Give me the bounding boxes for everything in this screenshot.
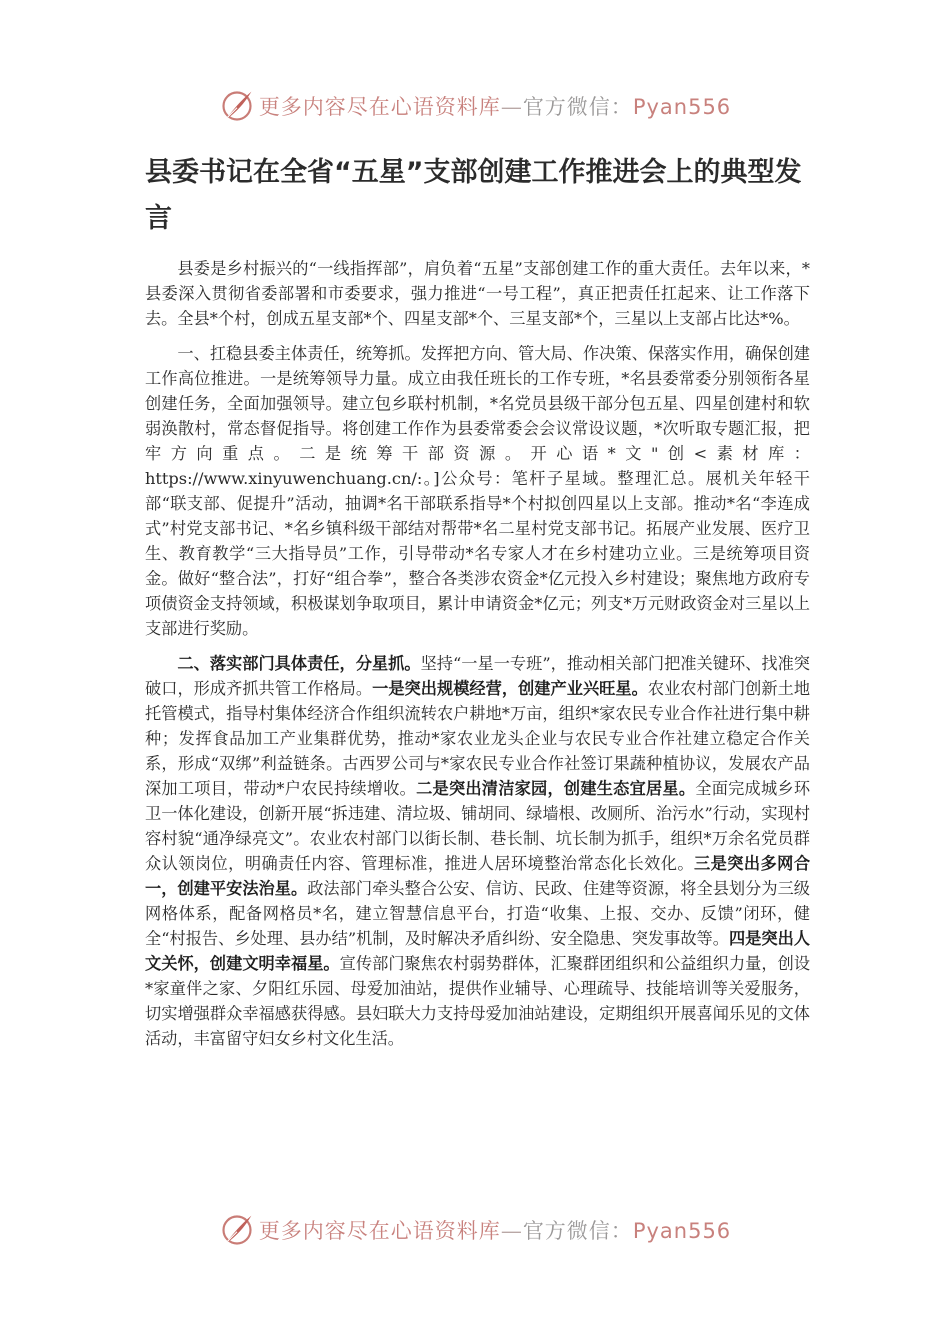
section-2-text-3: 全面完成城乡环卫一体化建设，创新开展“拆违建、清垃圾、铺胡同、绿墙根、改厕所、治污水”行动，实现村容村貌“通净绿亮文”。农业农村部门以街长制、巷长制、坑长制为抓手，组织*万余名党员群众认领岗位，明确责任内容、管理标准，推进人居环境整治常态化长效化。: [145, 779, 811, 873]
banner-dash: —: [500, 1219, 523, 1243]
section-2-point-1: 一是突出规模经营，创建产业兴旺星。: [372, 679, 648, 698]
banner-text: [259, 1215, 731, 1245]
header-watermark-banner: [0, 84, 950, 128]
section-2-text-5: 宣传部门聚焦农村弱势群体，汇聚群团组织和公益组织力量，创设*家童伴之家、夕阳红乐园、母爱加油站，提供作业辅导、心理疏导、技能培训等关爱服务，切实增强群众幸福感获得感。县妇联大力支持母爱加油站建设，定期组织开展喜闻乐见的文体活动，丰富留守妇女乡村文化生活。: [145, 954, 811, 1048]
section-2-text-2: 农业农村部门创新土地托管模式，指导村集体经济合作组织流转农户耕地*万亩，组织*家农民专业合作社进行集中耕种；发挥食品加工产业集群优势，推动*家农业龙头企业与农民专业合作社建立稳定合作关系，形成“双绑”利益链条。古西罗公司与*家农民专业合作社签订果蔬种植协议，发展农产品深加工项目，带动*户农民持续增收。: [145, 679, 811, 798]
footer-watermark-banner: [0, 1208, 950, 1252]
paragraph-section-1: 一、扛稳县委主体责任，统筹抓。发挥把方向、管大局、作决策、保落实作用，确保创建工作高位推进。一是统筹领导力量。成立由我任班长的工作专班，*名县委常委分别领衔各星创建任务，全面加强领导。建立包乡联村机制，*名党员县级干部分包五星、四星创建村和软弱涣散村，常态督促指导。将创建工作作为县委常委会会议常设议题，*次听取专题汇报，把牢方向重点。二是统筹干部资源。开心语*文"创<素材库：https://www.xinyuwenchuang.cn/:。]公众号：笔杆子星域。整理汇总。展机关年轻干部“联支部、促提升”活动，抽调*名干部联系指导*个村拟创四星以上支部。推动*名“李连成式”村党支部书记、*名乡镇科级干部结对帮带*名二星村党支部书记。拓展产业发展、医疗卫生、教育教学“三大指导员”工作，引导带动*名专家人才在乡村建功立业。三是统筹项目资金。做好“整合法”，打好“组合拳”，整合各类涉农资金*亿元投入乡村建设；聚焦地方政府专项债资金支持领域，积极谋划争取项目，累计申请资金*亿元；列支*万元财政资金对三星以上支部进行奖励。: [145, 344, 810, 638]
banner-wechat-label: 官方微信：: [522, 95, 633, 119]
section-2-point-4: 四是突出人文关怀，创建文明幸福星。: [145, 929, 810, 973]
section-2-text-4: 政法部门牵头整合公安、信访、民政、住建等资源，将全县划分为三级网格体系，配备网格员*名，建立智慧信息平台，打造“收集、上报、交办、反馈”闭环，健全“村报告、乡处理、县办结”机制，及时解决矛盾纠纷、安全隐患、突发事故等。: [145, 879, 810, 948]
banner-text: [259, 91, 731, 121]
banner-wechat-id: Pyan556: [632, 95, 732, 119]
quill-logo-icon: [219, 88, 255, 124]
paragraph-intro: 县委是乡村振兴的“一线指挥部”，肩负着“五星”支部创建工作的重大责任。去年以来，*县委深入贯彻省委部署和市委要求，强力推进“一号工程”，真正把责任扛起来、让工作落下去。全县*个村，创成五星支部*个、四星支部*个、三星支部*个，三星以上支部占比达*%。: [145, 259, 810, 328]
quill-logo-icon: [219, 1212, 255, 1248]
section-2-heading: 二、落实部门具体责任，分星抓。: [177, 654, 421, 673]
section-2-text-1: 坚持“一星一专班”，推动相关部门把准关键环、找准突破口，形成齐抓共管工作格局。: [145, 654, 810, 698]
banner-main-text: 更多内容尽在心语资料库: [258, 95, 501, 119]
banner-dash: —: [500, 95, 523, 119]
document-title: 县委书记在全省“五星”支部创建工作推进会上的典型发言: [145, 157, 802, 234]
paragraph-section-2: [145, 651, 810, 1051]
banner-main-text: 更多内容尽在心语资料库: [258, 1219, 501, 1243]
document-body: [145, 256, 810, 1061]
section-2-point-3: 三是突出多网合一，创建平安法治星。: [145, 854, 811, 898]
section-2-point-2: 二是突出清洁家园，创建生态宜居星。: [416, 779, 696, 798]
banner-wechat-label: 官方微信：: [522, 1219, 633, 1243]
banner-wechat-id: Pyan556: [632, 1219, 732, 1243]
